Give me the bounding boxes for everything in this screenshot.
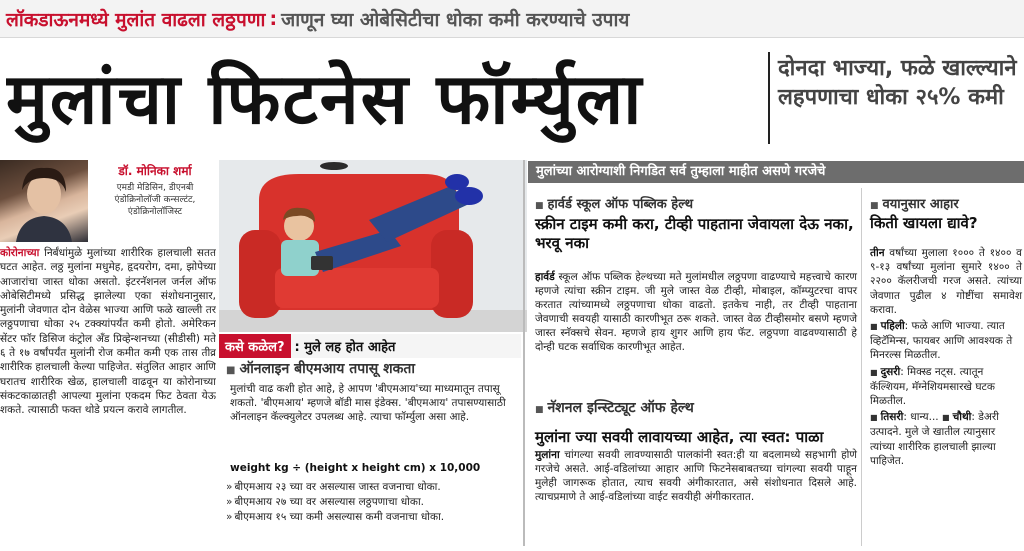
intro-text: निर्बंधांमुळे मुलांच्या शारीरिक हालचाली सतत घटत आहेत. लठ्ठ मुलांना मधुमेह, हृदयरोग, दमा, झोपेच्या आजारांचा जास्त धोका असतो. इंटरनॅशनल जर्नल ऑफ ओबेसिटीमध्ये प्रसिद्ध झालेल्या एका संशोधनानुसार, मुलांनी जेवणात दोन वेळेस भाज्या आणि फळे खाल्ली तर लठ्ठपणाचा धोका २५ टक्क्यांपर्यंत कमी होतो. अमेरिकन सेंटर फॉर डिसिज कंट्रोल अँड प्रिव्हेन्शनच्या (सीडीसी) मते ६ ते १७ वर्षांपर्यंत मुलांनी रोज कमीत कमी एक तास तीव्र शारीरिक हालचाली केल्या पाहिजेत. संतुलित आहार आणि घरातच शारीरिक खेळ, हालचाली वाढवून या कोरोनाच्या संकटकाळातही आपल्या मुलांना एकदम फिट ठेवता येऊ शकते. त्यासाठी फक्त थोडे प्रयत्न करावे लागतील. bbox=[0, 247, 216, 417]
fourth-text: : डेअरी उत्पादने. मुले जे खातील त्यानुसार त्यांच्या शारीरिक हालचाली झाल्या पाहिजेत. bbox=[870, 411, 999, 467]
list-item bbox=[870, 319, 1022, 363]
follow-subheading: मुलांना ज्या सवयी लावायच्या आहेत, त्या स्वत: पाळा bbox=[535, 428, 824, 446]
kicker-rest-text: जाणून घ्या ओबेसिटीचा धोका कमी करण्याचे उपाय bbox=[281, 8, 630, 31]
kicker-bar bbox=[0, 0, 1024, 38]
list-item: » बीएमआय १५ च्या कमी असल्यास कमी वजनाचा धोका. bbox=[226, 510, 524, 525]
how-to-know-heading bbox=[219, 334, 521, 358]
list-item: » बीएमआय २३ च्या वर असल्यास जास्त वजनाचा धोका. bbox=[226, 480, 524, 495]
harvard-heading: ■ हार्वर्ड स्कूल ऑफ पब्लिक हेल्थ bbox=[535, 194, 855, 212]
bullet-square-icon: ■ bbox=[226, 365, 236, 376]
list-item bbox=[870, 365, 1022, 409]
age-heading: ■ वयानुसार आहार bbox=[870, 194, 1020, 212]
harvard-lead: हार्वर्ड bbox=[535, 271, 555, 283]
intro-column bbox=[0, 246, 216, 546]
second-label: ■ दुसरी bbox=[870, 366, 900, 378]
divider bbox=[768, 52, 770, 144]
bmi-bullets bbox=[226, 480, 524, 525]
age-subheading: किती खायला द्यावे? bbox=[870, 214, 978, 232]
child-sofa-illustration-icon bbox=[219, 160, 527, 332]
first-text: : फळे आणि भाज्या. त्यात व्हिटॅमिन्स, फायबर आणि आवश्यक ते मिनरल्स मिळतील. bbox=[870, 320, 1013, 362]
age-lead: तीन bbox=[870, 247, 885, 259]
author-designation: एमडी मेडिसिन, डीएनबी एंडोक्रिनोलॉजी कन्सल्टंट, एंडोक्रिनोलॉजिस्ट bbox=[114, 183, 196, 217]
online-bmi-title: ऑनलाइन बीएमआय तपासू शकता bbox=[239, 361, 415, 377]
age-body bbox=[870, 246, 1022, 468]
bmi-formula: weight kg ÷ (height x height cm) x 10,000 bbox=[230, 462, 481, 474]
harvard-body bbox=[535, 270, 857, 354]
author-photo bbox=[0, 160, 88, 242]
third-text: : धान्य... bbox=[903, 411, 939, 424]
bmi-text: मुलांची वाढ कशी होत आहे, हे आपण 'बीएमआय'च्या माध्यमातून तपासू शकतो. 'बीएमआय' म्हणजे बॉडी मास इंडेक्स. 'बीएमआय' तपासण्यासाठी ऑनलाइन कॅल्क्युलेटर उपलब्ध आहे. त्याचा फॉर्म्युला असा आहे. bbox=[230, 383, 506, 423]
harvard-text: स्कूल ऑफ पब्लिक हेल्थच्या मते मुलांमधील लठ्ठपणा वाढण्याचे महत्त्वाचे कारण म्हणजे त्यांचा स्क्रीन टाइम. जी मुले जास्त वेळ टीव्ही, मोबाइल, कॉम्प्युटरचा वापर करतात त्यांच्यामध्ये लठ्ठपणाचा धोका वाढतो. इतकेच नाही, तर टीव्ही पाहताना जेवणाची सवयही यासाठी कारणीभूत ठरू शकते. जास्त वेळ टीव्हीसमोर बसणे म्हणजे जास्त स्नॅक्सचे सेवन. म्हणजे हाय शुगर आणि हाय फॅट. लठ्ठपणा वाढवण्यासाठी हे दोन्ही घटक सर्वाधिक कारणीभूत आहेत. bbox=[535, 271, 857, 353]
child-on-sofa-photo bbox=[219, 160, 527, 332]
follow-body bbox=[535, 448, 857, 504]
harvard-subheading: स्क्रीन टाइम कमी करा, टीव्ही पाहताना जेवायला देऊ नका, भरवू नका bbox=[535, 215, 854, 252]
author-name: डॉ. मोनिका शर्मा bbox=[118, 164, 192, 178]
list-item bbox=[870, 410, 1022, 468]
column-divider bbox=[861, 188, 862, 546]
list-item: » बीएमआय २७ च्या वर असल्यास लठ्ठपणाचा धोका. bbox=[226, 495, 524, 510]
how-label: कसे कळेल? bbox=[219, 334, 291, 358]
main-headline: मुलांचा फिटनेस फॉर्म्युला bbox=[6, 58, 644, 140]
kicker-red-text: लॉकडाऊनमध्ये मुलांत वाढला लठ्ठपणा bbox=[6, 8, 266, 31]
age-text: वर्षांच्या मुलाला १००० ते १४०० व ९-१३ वर्षांच्या मुलांना सुमारे १४०० ते २२०० कॅलरीजची गरज असते. त्यांच्या जेवणात पुढील ४ गोष्टींचा समावेश करावा. bbox=[870, 247, 1022, 316]
kicker-separator: : bbox=[269, 7, 278, 30]
third-label: ■ तिसरी bbox=[870, 411, 903, 423]
first-label: ■ पहिली bbox=[870, 320, 905, 332]
follow-text: चांगल्या सवयी लावण्यासाठी पालकांनी स्वत:ही या बदलामध्ये सहभागी होणे गरजेचे असते. आई-वडिलांच्या आहार आणि फिटनेसबाबतच्या चांगल्या सवयी पाहून मुलेही जागरूक होतात, त्याच सवयी अंगीकारतात, असे संशोधनात दिसले आहे. त्याचप्रमाणे ते आई-वडिलांच्या वाईट सवयीही अंगीकारतात. bbox=[535, 449, 857, 503]
how-rest: : मुले लह होत आहेत bbox=[294, 340, 396, 355]
online-bmi-heading bbox=[226, 359, 522, 378]
second-text: : मिक्स्ड नट्स. त्यातून कॅल्शियम, मॅग्नेशियमसारखे घटक मिळतील. bbox=[870, 365, 995, 408]
nih-heading: ■ नॅशनल इन्स्टिट्यूट ऑफ हेल्थ bbox=[535, 398, 855, 417]
age-intro bbox=[870, 246, 1022, 317]
intro-lead: कोरोनाच्या bbox=[0, 247, 40, 259]
author-portrait-icon bbox=[0, 160, 88, 242]
fourth-label: ■ चौथी bbox=[942, 411, 971, 423]
section-band: मुलांच्या आरोग्याशी निगडित सर्व तुम्हाला माहीत असणे गरजेचे bbox=[528, 161, 1024, 183]
pullquote: दोनदा भाज्या, फळे खाल्ल्याने लहपणाचा धोका २५% कमी bbox=[778, 56, 1017, 110]
follow-lead: मुलांना bbox=[535, 449, 560, 461]
